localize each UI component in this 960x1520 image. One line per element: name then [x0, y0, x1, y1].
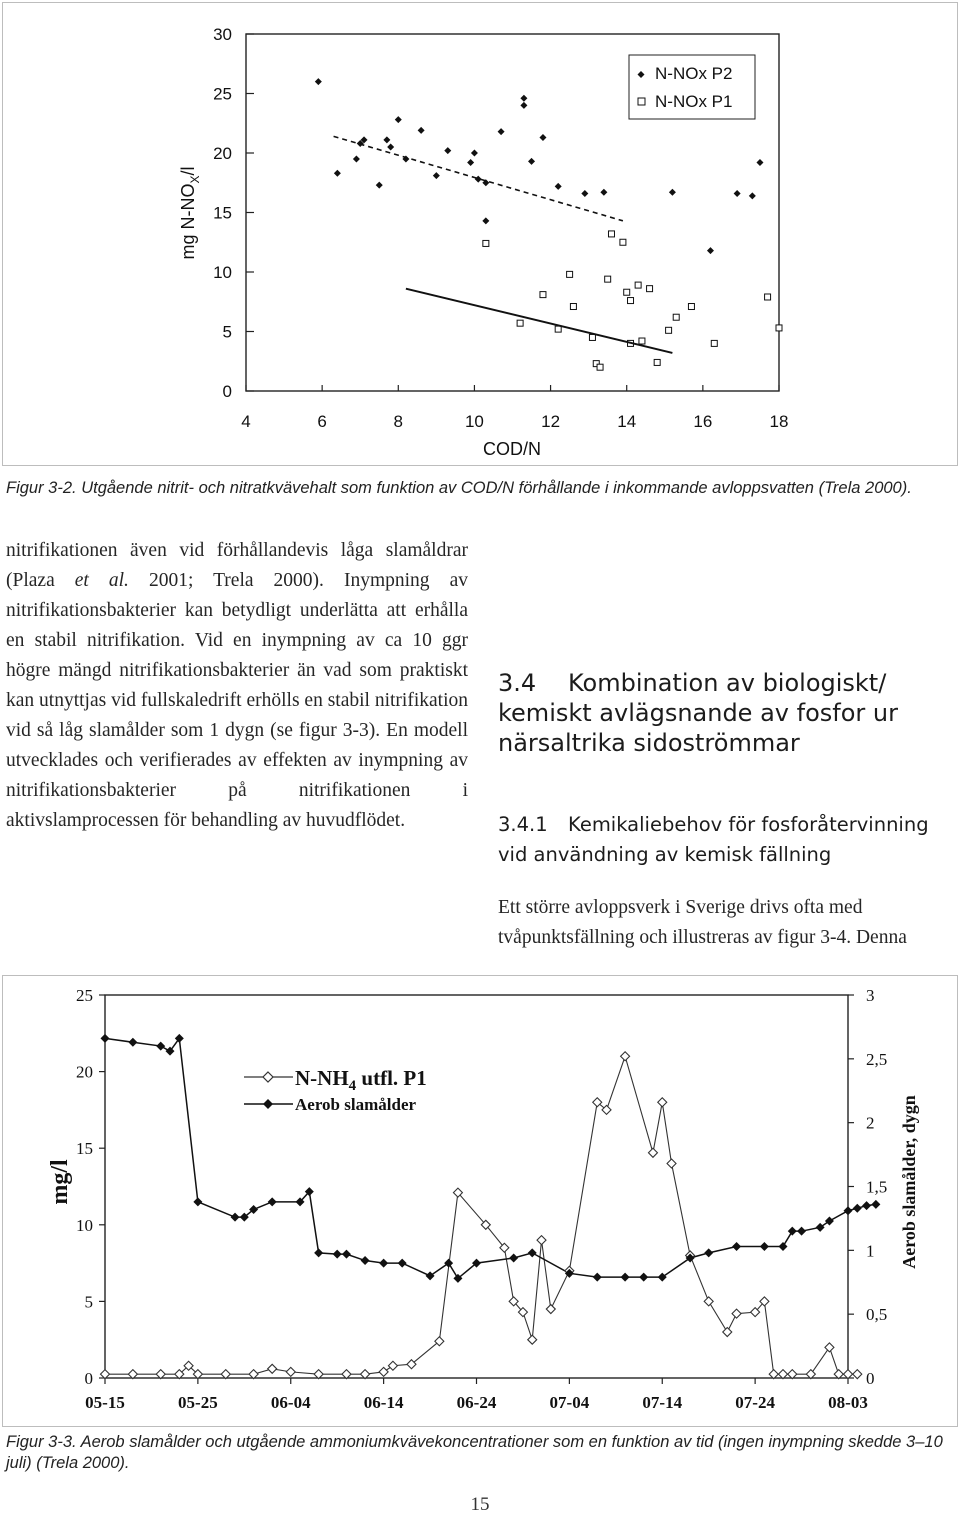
y2-tick-label: 1,5 [866, 1177, 888, 1197]
body-text-etal: et al. [74, 570, 129, 591]
figure-1 [2, 2, 958, 466]
y2-tick-label: 2 [866, 1113, 875, 1133]
body-text-segment: nitrifikationen även vid förhållandevis låga slamåldrar (Plaza [6, 540, 468, 591]
data-point-p1 [483, 240, 489, 246]
data-point-p1 [540, 292, 546, 298]
legend-label-p2: N-NOx P2 [655, 64, 733, 83]
y2-tick-label: 0 [866, 1369, 875, 1388]
y-tick-label: 20 [213, 144, 232, 163]
y-axis-label: mg $N-NO_X/l$ [178, 166, 202, 260]
data-point-p1 [597, 364, 603, 370]
y-tick-label: 5 [84, 1292, 93, 1312]
section-number: 3.4 [498, 669, 537, 697]
data-point-p1 [654, 359, 660, 365]
x-tick-label: 07-14 [642, 1393, 683, 1412]
legend-label-p1: N-NOx P1 [655, 92, 733, 111]
chart-nh4-and-sludge-age [3, 976, 957, 1426]
data-point-nh4 [853, 1370, 862, 1379]
data-point-p1 [570, 304, 576, 310]
x-tick-label: 06-04 [270, 1393, 311, 1412]
data-point-p1 [635, 282, 641, 288]
x-tick-label: 16 [693, 412, 713, 431]
x-axis-label: COD/N [483, 439, 541, 459]
body-text-right-column [498, 893, 958, 953]
x-tick-label: 8 [393, 412, 404, 431]
section-title: Kombination av biologiskt/ kemiskt avlägsnande av fosfor ur närsaltrika sidoströmmar [498, 669, 898, 757]
x-tick-label: 6 [317, 412, 327, 431]
y-tick-label: 25 [76, 986, 93, 1005]
x-tick-label: 06-14 [363, 1393, 404, 1412]
figure-1-caption [6, 478, 956, 499]
x-tick-label: 06-24 [456, 1393, 497, 1412]
body-paragraph [6, 536, 468, 836]
y2-tick-label: 1 [866, 1241, 875, 1261]
section-heading-3-4-1 [498, 810, 958, 870]
data-point-p1 [620, 239, 626, 245]
x-tick-label: 07-24 [735, 1393, 775, 1412]
data-point-p1 [765, 294, 771, 300]
data-point-p1 [647, 286, 653, 292]
data-point-p1 [555, 326, 561, 332]
figure-1-caption-text: Utgående nitrit- och nitratkvävehalt som funktion av COD/N förhållande i inkommande avloppsvatten (Trela 2000). [76, 479, 912, 497]
figure-2-caption-label: Figur 3-3. [6, 1433, 77, 1451]
y-tick-label: 20 [76, 1062, 93, 1082]
x-tick-label: 08-03 [828, 1393, 868, 1412]
y-tick-label: 10 [213, 263, 232, 282]
legend-label-sludge-age: Aerob slamålder [295, 1095, 417, 1114]
y2-tick-label: 2,5 [866, 1049, 888, 1069]
data-point-p1 [605, 276, 611, 282]
figure-2-caption [6, 1432, 956, 1474]
y-tick-label: 0 [84, 1369, 93, 1388]
section-title: Kemikaliebehov för fosforåtervinning vid användning av kemisk fällning [498, 813, 929, 866]
y-tick-label: 10 [76, 1215, 93, 1235]
data-point-p1 [711, 340, 717, 346]
x-tick-label: 05-25 [178, 1393, 218, 1412]
chart-nox-vs-codn [3, 3, 957, 465]
y2-tick-label: 0,5 [866, 1305, 888, 1325]
figure-2 [2, 975, 958, 1427]
x-tick-label: 07-04 [549, 1393, 590, 1412]
data-point-sludge-age [871, 1200, 880, 1209]
data-point-p1 [639, 338, 645, 344]
x-tick-label: 12 [541, 412, 561, 431]
y2-tick-label: 3 [866, 986, 875, 1005]
data-point-sludge-age [853, 1204, 862, 1213]
body-text-segment: 2001; Trela 2000). Inympning av nitrifikationsbakterier kan betydligt underlätta att erhålla en stabil nitrifikation. Vid en inympning av ca 10 ggr högre mängd nitrifikationsbakterier än vad som praktiskt kan utnyttjas vid fullskaledrift erhölls en stabil nitrifikation vid så låg slamålder som 1 dygn (se figur 3-3). En modell utvecklades och verifierades av effekten av inympning av nitrifikationsbakterier på nitrifikationen i aktivslamprocessen för behandling av huvudflödet. [6, 570, 468, 831]
y-tick-label: 25 [213, 84, 232, 104]
data-point-p1 [608, 231, 614, 237]
legend-marker-p1 [638, 98, 645, 105]
x-tick-label: 18 [769, 412, 789, 431]
data-point-p1 [589, 334, 595, 340]
page-number: 15 [470, 1494, 490, 1515]
legend-label-nh4: $N-NH_4$ utfl. P1 [295, 1066, 427, 1094]
y2-axis-label: Aerob slamålder, dygn [899, 1095, 919, 1269]
data-point-p1 [666, 327, 672, 333]
data-point-p1 [567, 271, 573, 277]
data-point-p1 [673, 314, 679, 320]
data-point-p1 [628, 298, 634, 304]
data-point-p1 [776, 325, 782, 331]
data-point-p1 [688, 304, 694, 310]
y-tick-label: 15 [76, 1139, 93, 1159]
x-tick-label: 05-15 [85, 1393, 125, 1412]
data-point-sludge-age [862, 1201, 871, 1210]
x-tick-label: 10 [464, 412, 484, 431]
y-tick-label: 5 [222, 322, 232, 342]
data-point-p1 [624, 289, 630, 295]
y-tick-label: 15 [213, 203, 232, 223]
y-axis-label: mg/l [47, 1159, 73, 1205]
plot-area [105, 995, 848, 1378]
section-heading-3-4 [498, 668, 958, 758]
legend [629, 55, 755, 119]
figure-2-caption-text: Aerob slamålder och utgående ammoniumkvävekoncentrationer som en funktion av tid (ingen inympning skedde 3–10 juli) (Trela 2000). [6, 1433, 943, 1472]
body-paragraph: Ett större avloppsverk i Sverige drivs ofta med tvåpunktsfällning och illustreras av figur 3-4. Denna [498, 897, 907, 948]
body-text-left-column [6, 536, 468, 836]
section-number: 3.4.1 [498, 813, 548, 836]
x-tick-label: 14 [617, 412, 637, 431]
figure-1-caption-label: Figur 3-2. [6, 479, 77, 497]
y-tick-label: 0 [222, 382, 232, 401]
data-point-p1 [517, 320, 523, 326]
y-tick-label: 30 [213, 25, 232, 44]
x-tick-label: 4 [241, 412, 251, 431]
